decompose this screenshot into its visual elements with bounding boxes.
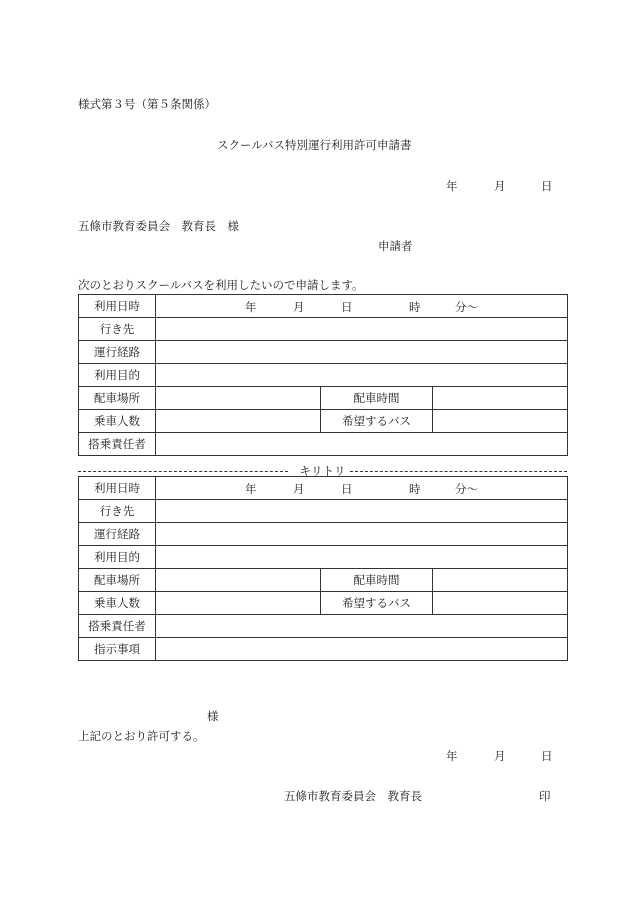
destination-label: 行き先 <box>79 500 156 523</box>
dispatch-time-label: 配車時間 <box>321 387 433 410</box>
table-row <box>79 295 568 318</box>
date-day-label: 日 <box>541 179 553 193</box>
footer-date-month-label: 月 <box>494 749 506 763</box>
date-year-label: 年 <box>446 179 458 193</box>
table-row <box>79 615 568 638</box>
permit-table <box>78 476 568 661</box>
purpose-label: 利用目的 <box>79 364 156 387</box>
passengers-field[interactable] <box>156 592 321 615</box>
dt-day-label: 日 <box>341 300 353 314</box>
permit-statement: 上記のとおり許可する。 <box>78 729 205 743</box>
table-row <box>79 433 568 456</box>
dt-minute-label: 分～ <box>455 300 478 314</box>
footer-date-day-label: 日 <box>541 749 553 763</box>
route-label: 運行経路 <box>79 523 156 546</box>
usage-datetime-label: 利用日時 <box>79 477 156 500</box>
table-row <box>79 410 568 433</box>
dt-hour-label: 時 <box>409 300 421 314</box>
destination-label: 行き先 <box>79 318 156 341</box>
instructions-field[interactable] <box>156 638 568 661</box>
dt-day-label: 日 <box>341 482 353 496</box>
footer-date-year-label: 年 <box>446 749 458 763</box>
usage-datetime-label: 利用日時 <box>79 295 156 318</box>
issuer: 五條市教育委員会 教育長 <box>284 789 422 803</box>
passengers-field[interactable] <box>156 410 321 433</box>
person-in-charge-label: 搭乗責任者 <box>79 433 156 456</box>
applicant-label: 申請者 <box>378 239 413 253</box>
dispatch-time-field[interactable] <box>433 387 568 410</box>
passengers-label: 乗車人数 <box>79 410 156 433</box>
desired-bus-label: 希望するバス <box>321 592 433 615</box>
table-row <box>79 500 568 523</box>
instructions-label: 指示事項 <box>79 638 156 661</box>
purpose-field[interactable] <box>156 364 568 387</box>
table-row <box>79 364 568 387</box>
document-title: スクールバス特別運行利用許可申請書 <box>217 138 412 152</box>
dt-hour-label: 時 <box>409 482 421 496</box>
cut-label: キリトリ <box>299 464 346 478</box>
person-in-charge-field[interactable] <box>156 433 568 456</box>
table-row <box>79 569 568 592</box>
desired-bus-label: 希望するバス <box>321 410 433 433</box>
intro-text: 次のとおりスクールバスを利用したいので申請します。 <box>78 278 364 292</box>
table-row <box>79 638 568 661</box>
dt-month-label: 月 <box>293 482 305 496</box>
route-field[interactable] <box>156 523 568 546</box>
table-row <box>79 592 568 615</box>
dt-month-label: 月 <box>293 300 305 314</box>
usage-datetime-field[interactable] <box>156 477 568 500</box>
cut-dash-right <box>350 471 567 472</box>
table-row <box>79 523 568 546</box>
passengers-label: 乗車人数 <box>79 592 156 615</box>
table-row <box>79 318 568 341</box>
desired-bus-field[interactable] <box>433 410 568 433</box>
dispatch-place-field[interactable] <box>156 569 321 592</box>
addressee: 五條市教育委員会 教育長 様 <box>78 219 239 233</box>
dt-year-label: 年 <box>245 300 257 314</box>
dispatch-place-label: 配車場所 <box>79 569 156 592</box>
dispatch-place-field[interactable] <box>156 387 321 410</box>
route-field[interactable] <box>156 341 568 364</box>
dt-year-label: 年 <box>245 482 257 496</box>
destination-field[interactable] <box>156 318 568 341</box>
person-in-charge-field[interactable] <box>156 615 568 638</box>
table-row <box>79 387 568 410</box>
date-month-label: 月 <box>494 179 506 193</box>
seal-label: 印 <box>539 789 551 803</box>
person-in-charge-label: 搭乗責任者 <box>79 615 156 638</box>
desired-bus-field[interactable] <box>433 592 568 615</box>
purpose-label: 利用目的 <box>79 546 156 569</box>
destination-field[interactable] <box>156 500 568 523</box>
application-table <box>78 294 568 456</box>
table-row <box>79 546 568 569</box>
dispatch-place-label: 配車場所 <box>79 387 156 410</box>
cut-line <box>78 466 567 476</box>
purpose-field[interactable] <box>156 546 568 569</box>
table-row <box>79 477 568 500</box>
dispatch-time-field[interactable] <box>433 569 568 592</box>
form-number: 様式第３号（第５条関係） <box>78 97 216 111</box>
dispatch-time-label: 配車時間 <box>321 569 433 592</box>
dt-minute-label: 分～ <box>455 482 478 496</box>
table-row <box>79 341 568 364</box>
route-label: 運行経路 <box>79 341 156 364</box>
honorific: 様 <box>207 709 219 723</box>
usage-datetime-field[interactable] <box>156 295 568 318</box>
